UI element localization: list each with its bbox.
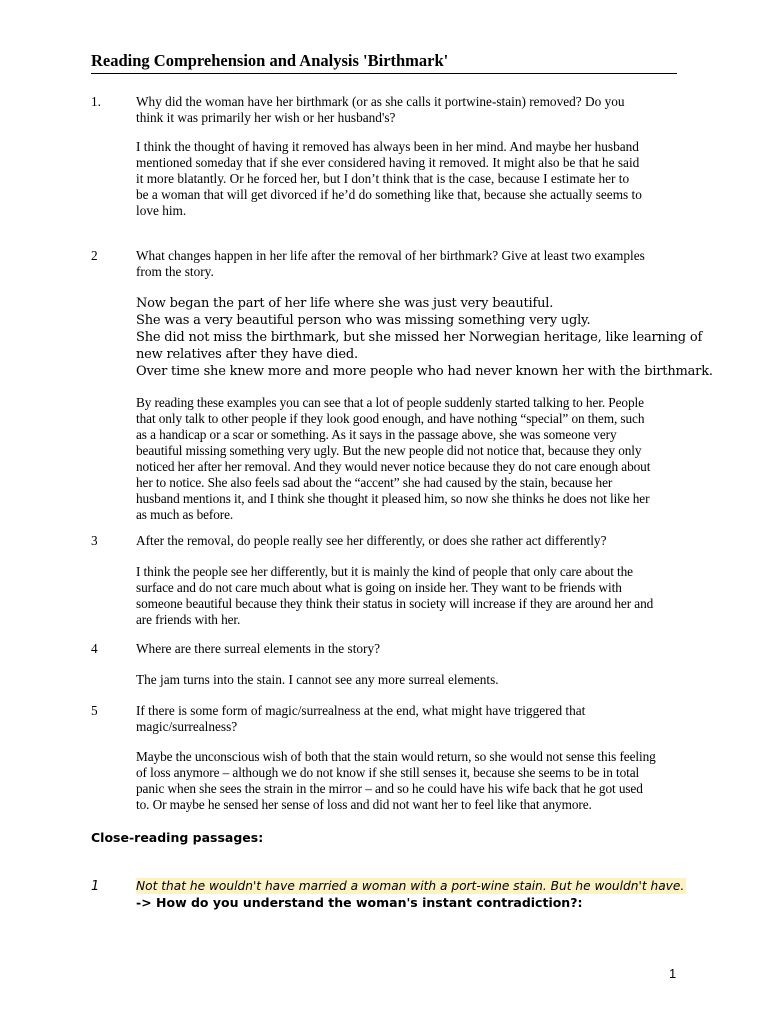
- answer-line: be a woman that will get divorced if he’d do something like that, because she actually seems to: [136, 187, 642, 202]
- page-number: 1: [669, 966, 677, 981]
- answer-line: love him.: [136, 203, 187, 218]
- answer-line: as a handicap or a scar or something. As it says in the passage above, she was someone very: [136, 427, 617, 442]
- answer-line: of loss anymore – although we do not know if she still senses it, because she seems to be in total: [136, 765, 640, 780]
- close-reading-heading: Close-reading passages:: [91, 830, 264, 845]
- question-text: [136, 703, 696, 735]
- question-text: [136, 533, 696, 549]
- answer-line: Maybe the unconscious wish of both that the stain would return, so she would not sense this feeling: [136, 749, 656, 764]
- answer-line: The jam turns into the stain. I cannot see any more surreal elements.: [136, 672, 499, 687]
- answer-line: someone beautiful because they think their status in society will increase if they are around her and: [136, 596, 654, 611]
- question-line: from the story.: [136, 264, 214, 279]
- question-line: What changes happen in her life after the removal of her birthmark? Give at least two examples: [136, 248, 645, 263]
- answer-line: I think the thought of having it removed has always been in her mind. And maybe her husband: [136, 139, 639, 154]
- question-line: If there is some form of magic/surrealness at the end, what might have triggered that: [136, 703, 586, 718]
- question-number: 2: [91, 248, 98, 263]
- document-title: Reading Comprehension and Analysis 'Birthmark': [91, 51, 677, 74]
- quoted-line: new relatives after they have died.: [136, 347, 358, 362]
- question-line: think it was primarily her wish or her husband's?: [136, 110, 396, 125]
- question-text: [136, 641, 696, 657]
- highlighted-passage: Not that he wouldn't have married a woman with a port-wine stain. But he wouldn't have.: [136, 879, 685, 893]
- answer-line: it more blatantly. Or he forced her, but I don’t think that is the case, because I estimate her to: [136, 171, 630, 186]
- quoted-line: Now began the part of her life where she was just very beautiful.: [136, 296, 554, 311]
- answer-line: her to notice. She also feels sad about the “accent” she had caused by the stain, because her: [136, 475, 613, 490]
- answer-line: beautiful missing something very ugly. But the new people did not notice that, because they only: [136, 443, 642, 458]
- question-line: Why did the woman have her birthmark (or as she calls it portwine-stain) removed? Do you: [136, 94, 625, 109]
- answer-line: that only talk to other people if they look good enough, and have nothing “special” on them, such: [136, 411, 645, 426]
- answer-line: mentioned someday that if she ever considered having it removed. It might also be that he said: [136, 155, 640, 170]
- passage-question: -> How do you understand the woman's instant contradiction?:: [136, 895, 583, 910]
- answer-line: panic when she sees the strain in the mirror – and so he could have his wife back that he got used: [136, 781, 643, 796]
- quoted-line: She was a very beautiful person who was missing something very ugly.: [136, 313, 591, 328]
- question-number: 4: [91, 641, 98, 656]
- answer-line: to. Or maybe he sensed her sense of loss and did not want her to feel like that anymore.: [136, 797, 592, 812]
- question-line: magic/surrealness?: [136, 719, 238, 734]
- quoted-examples: [136, 295, 716, 380]
- question-text: [136, 248, 696, 280]
- answer-text: [136, 395, 706, 523]
- question-number: 5: [91, 703, 98, 718]
- question-line: After the removal, do people really see her differently, or does she rather act differently?: [136, 533, 607, 548]
- answer-text: [136, 564, 706, 628]
- answer-text: [136, 749, 706, 813]
- answer-line: I think the people see her differently, but it is mainly the kind of people that only care about the: [136, 564, 633, 579]
- answer-text: [136, 672, 706, 688]
- answer-line: as much as before.: [136, 507, 234, 522]
- answer-line: are friends with her.: [136, 612, 241, 627]
- quoted-line: Over time she knew more and more people who had never known her with the birthmark.: [136, 364, 713, 379]
- answer-line: noticed her after her removal. And they would never notice because they do not care enough about: [136, 459, 651, 474]
- question-line: Where are there surreal elements in the story?: [136, 641, 381, 656]
- answer-line: By reading these examples you can see that a lot of people suddenly started talking to her. People: [136, 395, 644, 410]
- answer-line: husband mentions it, and I think she thought it pleased him, so now she thinks he does not like her: [136, 491, 650, 506]
- answer-text: [136, 139, 706, 219]
- question-number: 1.: [91, 94, 101, 109]
- answer-line: surface and do not care much about what is going on inside her. They want to be friends with: [136, 580, 622, 595]
- passage-number: 1: [91, 879, 100, 894]
- question-number: 3: [91, 533, 98, 548]
- question-text: [136, 94, 696, 126]
- quoted-line: She did not miss the birthmark, but she missed her Norwegian heritage, like learning of: [136, 330, 703, 345]
